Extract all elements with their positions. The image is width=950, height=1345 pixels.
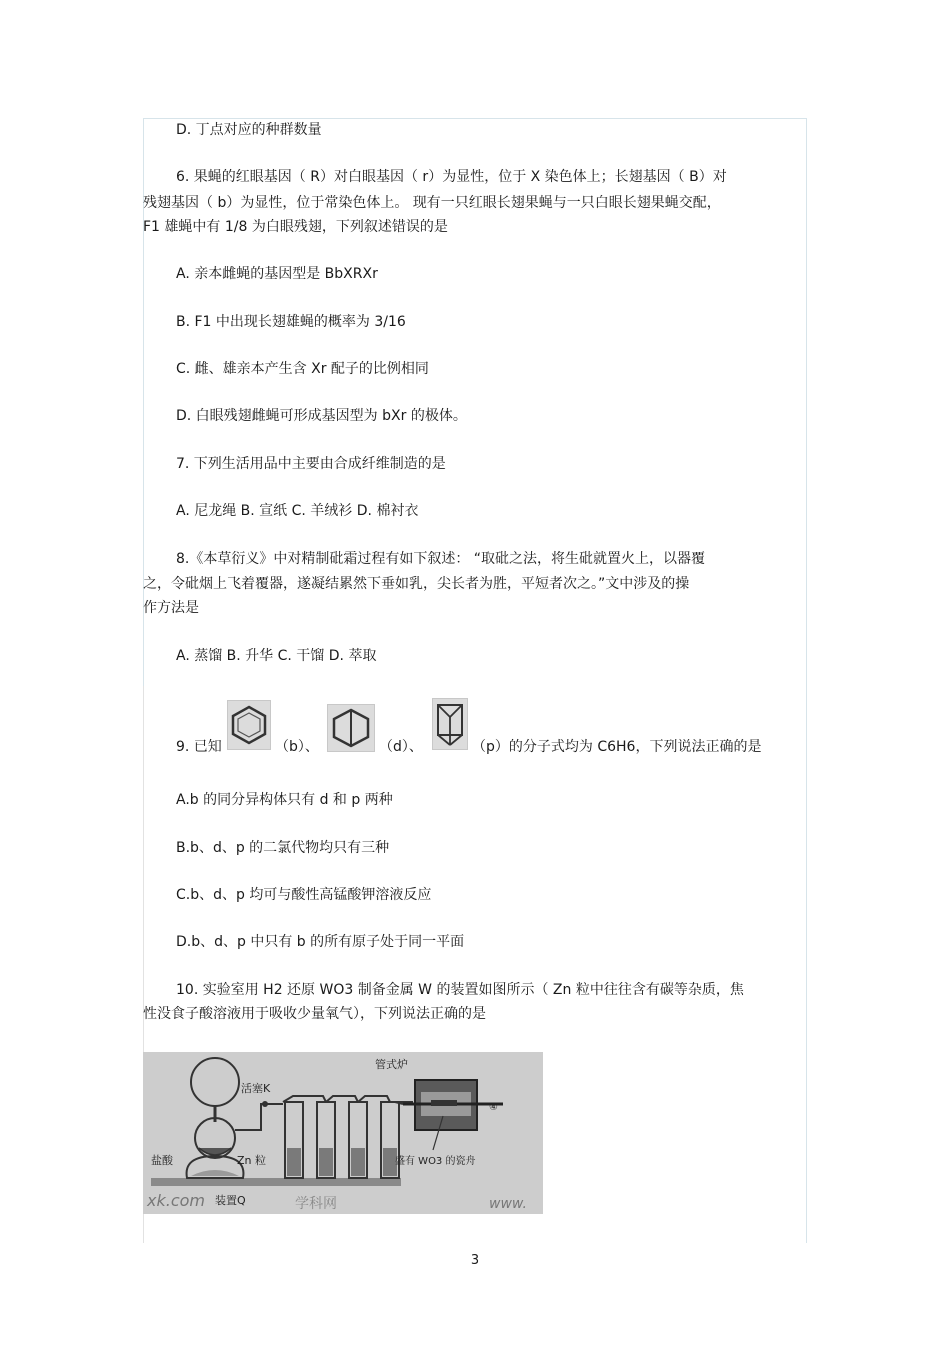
watermark-left: xk.com bbox=[147, 1191, 205, 1210]
watermark-center: 学科网 bbox=[295, 1196, 337, 1212]
label-acid: 盐酸 bbox=[151, 1154, 173, 1167]
hydrogen-reduction-apparatus-figure bbox=[143, 1052, 543, 1214]
page-number: 3 bbox=[470, 1253, 480, 1268]
question-8-options: A. 蒸馏 B. 升华 C. 干馏 D. 萃取 bbox=[176, 648, 377, 664]
question-6-option-c: C. 雌、雄亲本产生含 Xr 配子的比例相同 bbox=[176, 361, 429, 377]
question-9-option-a: A.b 的同分异构体只有 d 和 p 两种 bbox=[176, 792, 393, 808]
prismane-structure-image bbox=[432, 698, 468, 750]
question-6-line-1: 6. 果蝇的红眼基因（ R）对白眼基因（ r）为显性，位于 X 染色体上；长翅基因（ B）对 bbox=[176, 169, 727, 185]
page-frame-right bbox=[806, 118, 807, 1243]
label-marker: ④ bbox=[489, 1102, 498, 1113]
question-9-label-d: （d）、 bbox=[379, 739, 423, 755]
question-10-line-1: 10. 实验室用 H2 还原 WO3 制备金属 W 的装置如图所示（ Zn 粒中往往含有碳等杂质，焦 bbox=[176, 982, 744, 998]
question-6-option-b: B. F1 中出现长翅雄蝇的概率为 3/16 bbox=[176, 314, 406, 330]
question-8-line-3: 作方法是 bbox=[143, 600, 199, 616]
question-8-line-1: 8.《本草衍义》中对精制砒霜过程有如下叙述： “取砒之法，将生砒就置火上，以器覆 bbox=[176, 551, 706, 567]
option-d-previous: D. 丁点对应的种群数量 bbox=[176, 122, 322, 138]
dewar-benzene-structure-image bbox=[327, 704, 375, 752]
question-7-options: A. 尼龙绳 B. 宣纸 C. 羊绒衫 D. 棉衬衣 bbox=[176, 503, 419, 519]
question-6-line-2: 残翅基因（ b）为显性，位于常染色体上。 现有一只红眼长翅果蝇与一只白眼长翅果蝇交配， bbox=[143, 195, 721, 211]
label-valve: 活塞K bbox=[241, 1082, 271, 1095]
question-7-stem: 7. 下列生活用品中主要由合成纤维制造的是 bbox=[176, 456, 446, 472]
page-frame-top bbox=[143, 118, 807, 119]
label-zinc: Zn 粒 bbox=[237, 1154, 267, 1167]
question-9-option-d: D.b、d、p 中只有 b 的所有原子处于同一平面 bbox=[176, 934, 465, 950]
question-9-suffix: （p）的分子式均为 C6H6，下列说法正确的是 bbox=[472, 739, 762, 755]
question-6-line-3: F1 雄蝇中有 1/8 为白眼残翅，下列叙述错误的是 bbox=[143, 219, 448, 235]
question-9-option-b: B.b、d、p 的二氯代物均只有三种 bbox=[176, 840, 390, 856]
label-boat: 盛有 WO3 的瓷舟 bbox=[395, 1156, 476, 1167]
question-6-option-a: A. 亲本雌蝇的基因型是 BbXRXr bbox=[176, 266, 378, 282]
label-furnace: 管式炉 bbox=[375, 1058, 408, 1071]
question-9-prefix: 9. 已知 bbox=[176, 739, 222, 755]
question-8-line-2: 之，令砒烟上飞着覆器，遂凝结累然下垂如乳，尖长者为胜，平短者次之。”文中涉及的操 bbox=[143, 576, 690, 592]
question-10-line-2: 性没食子酸溶液用于吸收少量氧气），下列说法正确的是 bbox=[143, 1006, 486, 1022]
question-9-label-b: （b）、 bbox=[275, 739, 319, 755]
label-device: 装置Q bbox=[215, 1194, 246, 1207]
benzene-structure-image bbox=[227, 700, 271, 750]
question-6-option-d: D. 白眼残翅雌蝇可形成基因型为 bXr 的极体。 bbox=[176, 408, 467, 424]
watermark-right: www. bbox=[489, 1196, 527, 1212]
question-9-option-c: C.b、d、p 均可与酸性高锰酸钾溶液反应 bbox=[176, 887, 432, 903]
